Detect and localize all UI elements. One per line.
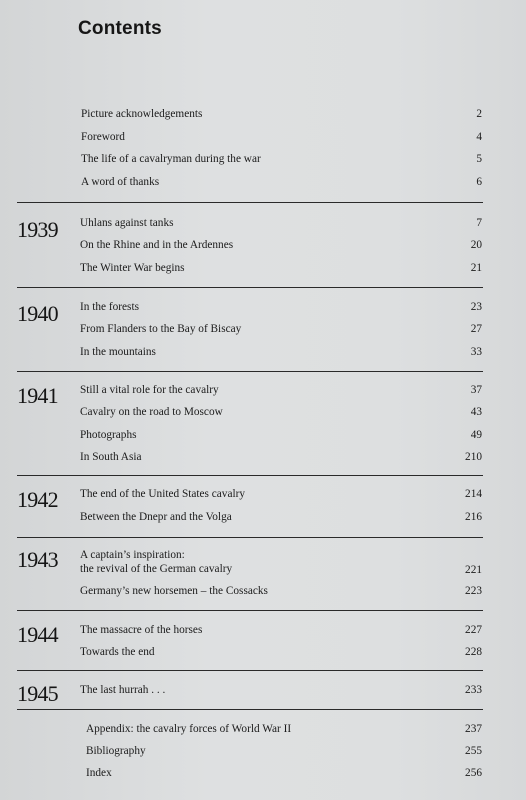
toc-entry xyxy=(0,106,526,122)
entry-label: A word of thanks xyxy=(81,176,160,188)
toc-entry xyxy=(0,321,526,337)
entry-label: In South Asia xyxy=(80,451,142,463)
entry-label: The end of the United States cavalry xyxy=(80,488,246,500)
entry-page: 23 xyxy=(470,301,482,313)
section-rule xyxy=(17,610,483,611)
entry-label: Germany’s new horsemen – the Cossacks xyxy=(80,585,268,597)
entry-page: 233 xyxy=(465,684,482,696)
toc-entry xyxy=(0,344,526,360)
section-rule xyxy=(17,287,483,288)
entry-label: On the Rhine and in the Ardennes xyxy=(80,239,234,251)
page-title: Contents xyxy=(78,18,162,39)
year-heading: 1941 xyxy=(17,383,58,408)
toc-entry xyxy=(0,382,526,398)
toc-entry xyxy=(0,682,526,698)
year-heading: 1943 xyxy=(17,547,58,572)
year-heading: 1944 xyxy=(17,622,58,647)
entry-label: Between the Dnepr and the Volga xyxy=(80,511,232,523)
entry-page: 223 xyxy=(465,585,482,597)
entry-label: Foreword xyxy=(81,131,125,143)
year-heading: 1945 xyxy=(17,681,58,706)
entry-page: 221 xyxy=(465,564,482,576)
toc-entry xyxy=(0,509,526,525)
entry-label: Uhlans against tanks xyxy=(80,217,174,229)
toc-entry xyxy=(0,486,526,502)
section-rule xyxy=(17,709,483,710)
entry-page: 255 xyxy=(465,745,482,757)
toc-entry xyxy=(0,237,526,253)
year-heading: 1939 xyxy=(17,217,58,242)
entry-page: 5 xyxy=(476,153,482,165)
entry-label: The massacre of the horses xyxy=(80,624,203,636)
toc-entry xyxy=(0,583,526,599)
entry-page: 4 xyxy=(476,131,482,143)
entry-label: From Flanders to the Bay of Biscay xyxy=(80,323,242,335)
entry-label: Index xyxy=(86,767,112,779)
entry-label: In the mountains xyxy=(80,346,156,358)
toc-entry xyxy=(0,548,526,578)
toc-entry xyxy=(0,644,526,660)
toc-entry xyxy=(0,765,526,781)
entry-page: 216 xyxy=(465,511,482,523)
entry-page: 21 xyxy=(470,262,482,274)
section-rule xyxy=(17,537,483,538)
section-rule xyxy=(17,670,483,671)
toc-entry xyxy=(0,260,526,276)
entry-page: 7 xyxy=(476,217,482,229)
entry-label: Towards the end xyxy=(80,646,155,658)
entry-label-line2: the revival of the German cavalry xyxy=(80,563,233,575)
entry-page: 237 xyxy=(465,723,482,735)
toc-entry xyxy=(0,427,526,443)
toc-entry xyxy=(0,622,526,638)
toc-entry xyxy=(0,215,526,231)
toc-entry xyxy=(0,129,526,145)
entry-page: 20 xyxy=(470,239,482,251)
toc-entry xyxy=(0,721,526,737)
entry-label: In the forests xyxy=(80,301,139,313)
section-rule xyxy=(17,371,483,372)
entry-page: 227 xyxy=(465,624,482,636)
entry-label xyxy=(80,548,232,576)
entry-page: 43 xyxy=(470,406,482,418)
entry-page: 33 xyxy=(470,346,482,358)
toc-entry xyxy=(0,299,526,315)
toc-entry xyxy=(0,449,526,465)
entry-page: 228 xyxy=(465,646,482,658)
entry-label: The last hurrah . . . xyxy=(80,684,166,696)
entry-page: 210 xyxy=(465,451,482,463)
entry-page: 49 xyxy=(470,429,482,441)
entry-label: Still a vital role for the cavalry xyxy=(80,384,219,396)
entry-page: 2 xyxy=(476,108,482,120)
entry-label-line1: A captain’s inspiration: xyxy=(80,549,185,561)
entry-label: The life of a cavalryman during the war xyxy=(81,153,261,165)
entry-label: Photographs xyxy=(80,429,137,441)
year-heading: 1940 xyxy=(17,301,58,326)
entry-page: 27 xyxy=(470,323,482,335)
entry-label: Bibliography xyxy=(86,745,146,757)
entry-label: Cavalry on the road to Moscow xyxy=(80,406,223,418)
entry-page: 37 xyxy=(470,384,482,396)
entry-label: The Winter War begins xyxy=(80,262,185,274)
entry-label: Appendix: the cavalry forces of World War II xyxy=(86,723,292,735)
toc-entry xyxy=(0,743,526,759)
year-heading: 1942 xyxy=(17,487,58,512)
entry-label: Picture acknowledgements xyxy=(81,108,203,120)
toc-entry xyxy=(0,151,526,167)
entry-page: 214 xyxy=(465,488,482,500)
entry-page: 6 xyxy=(476,176,482,188)
section-rule xyxy=(17,475,483,476)
toc-entry xyxy=(0,174,526,190)
section-rule xyxy=(17,202,483,203)
toc-entry xyxy=(0,404,526,420)
entry-page: 256 xyxy=(465,767,482,779)
